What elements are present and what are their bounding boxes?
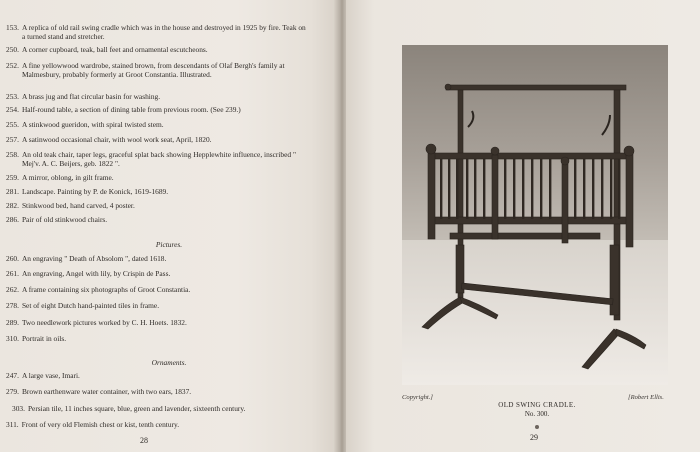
catalogue-entry <box>12 404 332 413</box>
catalogue-entry <box>6 150 306 169</box>
entry-number: 282. <box>6 201 19 210</box>
catalogue-entry <box>6 92 306 101</box>
entry-text: A fine yellowwood wardrobe, stained brown, from descendants of Olaf Bergh's family at Malmesbury, probably formerly at Groot Constantia. Illustrated. <box>21 61 285 80</box>
entry-number: 252. <box>6 61 19 70</box>
entry-number: 262. <box>6 285 19 294</box>
entry-number: 303. <box>12 404 25 413</box>
entry-text: An engraving, Angel with lily, by Crispin de Pass. <box>21 269 171 278</box>
catalogue-entry <box>6 285 306 294</box>
catalogue-entry <box>6 105 306 114</box>
entry-text: Set of eight Dutch hand-painted tiles in frame. <box>21 301 160 310</box>
entry-number: 260. <box>6 254 19 263</box>
entry-number: 247. <box>6 371 19 380</box>
swing-cradle-illustration <box>402 45 668 385</box>
entry-number: 259. <box>6 173 19 182</box>
photographer-credit: [Robert Ellis. <box>628 394 664 401</box>
catalogue-entry <box>6 301 306 310</box>
entry-text: A replica of old rail swing cradle which was in the house and destroyed in 1925 by fire. Teak on a turned stand and stretcher. <box>21 23 306 42</box>
pictures-heading: Pictures. <box>155 240 183 249</box>
entry-number: 261. <box>6 269 19 278</box>
catalogue-entry <box>6 318 306 327</box>
plate-caption-title: OLD SWING CRADLE. <box>498 401 576 409</box>
entry-number: 258. <box>6 150 19 159</box>
entry-number: 257. <box>6 135 19 144</box>
catalogue-entry <box>6 187 306 196</box>
entry-number: 286. <box>6 215 19 224</box>
entry-text: A mirror, oblong, in gilt frame. <box>21 173 114 182</box>
plate-caption-number: No. 300. <box>524 410 550 418</box>
entry-number: 255. <box>6 120 19 129</box>
entry-number: 153. <box>6 23 19 32</box>
entry-text: An old teak chair, taper legs, graceful splat back showing Hepplewhite influence, inscribed " Mej'v. A. C. Beijers, geb. 1822 ". <box>21 150 296 169</box>
entry-text: Stinkwood bed, hand carved, 4 poster. <box>21 201 135 210</box>
entry-number: 281. <box>6 187 19 196</box>
entry-text: An engraving " Death of Absolom ", dated 1618. <box>21 254 167 263</box>
entry-text: Two needlework pictures worked by C. H. Hoets. 1832. <box>21 318 187 327</box>
catalogue-entry <box>6 45 306 54</box>
catalogue-entry <box>6 334 306 343</box>
entry-text: A satinwood occasional chair, with wool work seat, April, 1820. <box>21 135 212 144</box>
left-page <box>0 0 338 452</box>
catalogue-entry <box>6 387 306 396</box>
left-page-number: 28 <box>140 436 148 445</box>
catalogue-entry <box>6 173 306 182</box>
entry-number: 310. <box>6 334 19 343</box>
catalogue-entry <box>6 61 306 80</box>
entry-number: 254. <box>6 105 19 114</box>
entry-text: A corner cupboard, teak, ball feet and ornamental escutcheons. <box>21 45 208 54</box>
copyright-credit: Copyright.] <box>402 394 433 401</box>
cradle-photograph <box>402 45 668 385</box>
catalogue-entry <box>6 254 306 263</box>
catalogue-entry <box>6 215 306 224</box>
catalogue-entry <box>6 135 306 144</box>
entry-text: Brown earthenware water container, with two ears, 1837. <box>21 387 192 396</box>
entry-text: A large vase, Imari. <box>21 371 80 380</box>
catalogue-entry <box>6 269 306 278</box>
entry-number: 253. <box>6 92 19 101</box>
entry-number: 278. <box>6 301 19 310</box>
entry-text: A stinkwood gueridon, with spiral twisted stem. <box>21 120 164 129</box>
catalogue-entry <box>6 420 306 429</box>
entry-number: 311. <box>6 420 19 429</box>
entry-text: Persian tile, 11 inches square, blue, green and lavender, sixteenth century. <box>27 404 246 413</box>
entry-text: A brass jug and flat circular basin for washing. <box>21 92 161 101</box>
catalogue-entry <box>6 23 306 42</box>
entry-number: 289. <box>6 318 19 327</box>
catalogue-entry <box>6 371 306 380</box>
entry-text: Pair of old stinkwood chairs. <box>21 215 108 224</box>
entry-text: Portrait in oils. <box>21 334 67 343</box>
entry-text: A frame containing six photographs of Groot Constantia. <box>21 285 191 294</box>
entry-text: Landscape. Painting by P. de Konick, 1619-1689. <box>21 187 169 196</box>
paper-spot <box>535 425 539 429</box>
entry-text: Half-round table, a section of dining table from previous room. (See 239.) <box>21 105 241 114</box>
catalogue-entry <box>6 201 306 210</box>
entry-number: 250. <box>6 45 19 54</box>
entry-text: Front of very old Flemish chest or kist, tenth century. <box>21 420 180 429</box>
right-page-number: 29 <box>530 433 538 442</box>
ornaments-heading: Ornaments. <box>151 358 187 367</box>
catalogue-entry <box>6 120 306 129</box>
entry-number: 279. <box>6 387 19 396</box>
